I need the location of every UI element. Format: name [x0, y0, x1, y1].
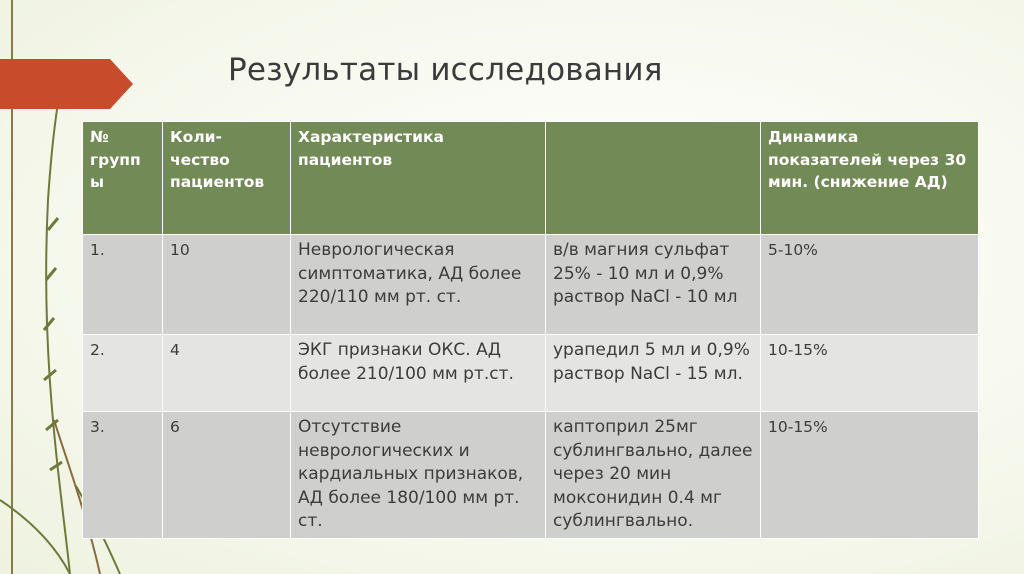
cell-dynamics: 10-15% [761, 335, 979, 412]
table-row [83, 235, 979, 335]
title-accent-arrow [0, 59, 133, 109]
cell-group: 3. [83, 412, 163, 539]
cell-characteristics: Отсутствие неврологических и кардиальных признаков, АД более 180/100 мм рт. ст. [291, 412, 546, 539]
cell-characteristics: ЭКГ признаки ОКС. АД более 210/100 мм рт.ст. [291, 335, 546, 412]
header-group-number: № групп ы [83, 122, 163, 235]
cell-treatment: в/в магния сульфат 25% - 10 мл и 0,9% раствор NaCl - 10 мл [546, 235, 761, 335]
cell-count: 4 [163, 335, 291, 412]
cell-count: 6 [163, 412, 291, 539]
cell-dynamics: 10-15% [761, 412, 979, 539]
cell-dynamics: 5-10% [761, 235, 979, 335]
table-header-row [83, 122, 979, 235]
header-patient-characteristics: Характеристика пациентов [291, 122, 546, 235]
header-patient-count: Коли- чество пациентов [163, 122, 291, 235]
cell-treatment: урапедил 5 мл и 0,9% раствор NaCl - 15 мл. [546, 335, 761, 412]
header-bp-dynamics: Динамика показателей через 30 мин. (снижение АД) [761, 122, 979, 235]
cell-treatment: каптоприл 25мг сублингвально, далее через 20 мин моксонидин 0.4 мг сублингвально. [546, 412, 761, 539]
header-treatment [546, 122, 761, 235]
cell-characteristics: Неврологическая симптоматика, АД более 220/110 мм рт. ст. [291, 235, 546, 335]
vine-curve-4 [0, 500, 70, 574]
cell-group: 2. [83, 335, 163, 412]
cell-group: 1. [83, 235, 163, 335]
results-table [82, 121, 979, 539]
vine-curve-1 [46, 80, 70, 574]
cell-count: 10 [163, 235, 291, 335]
table-row [83, 335, 979, 412]
slide-title: Результаты исследования [228, 52, 663, 88]
table-row [83, 412, 979, 539]
